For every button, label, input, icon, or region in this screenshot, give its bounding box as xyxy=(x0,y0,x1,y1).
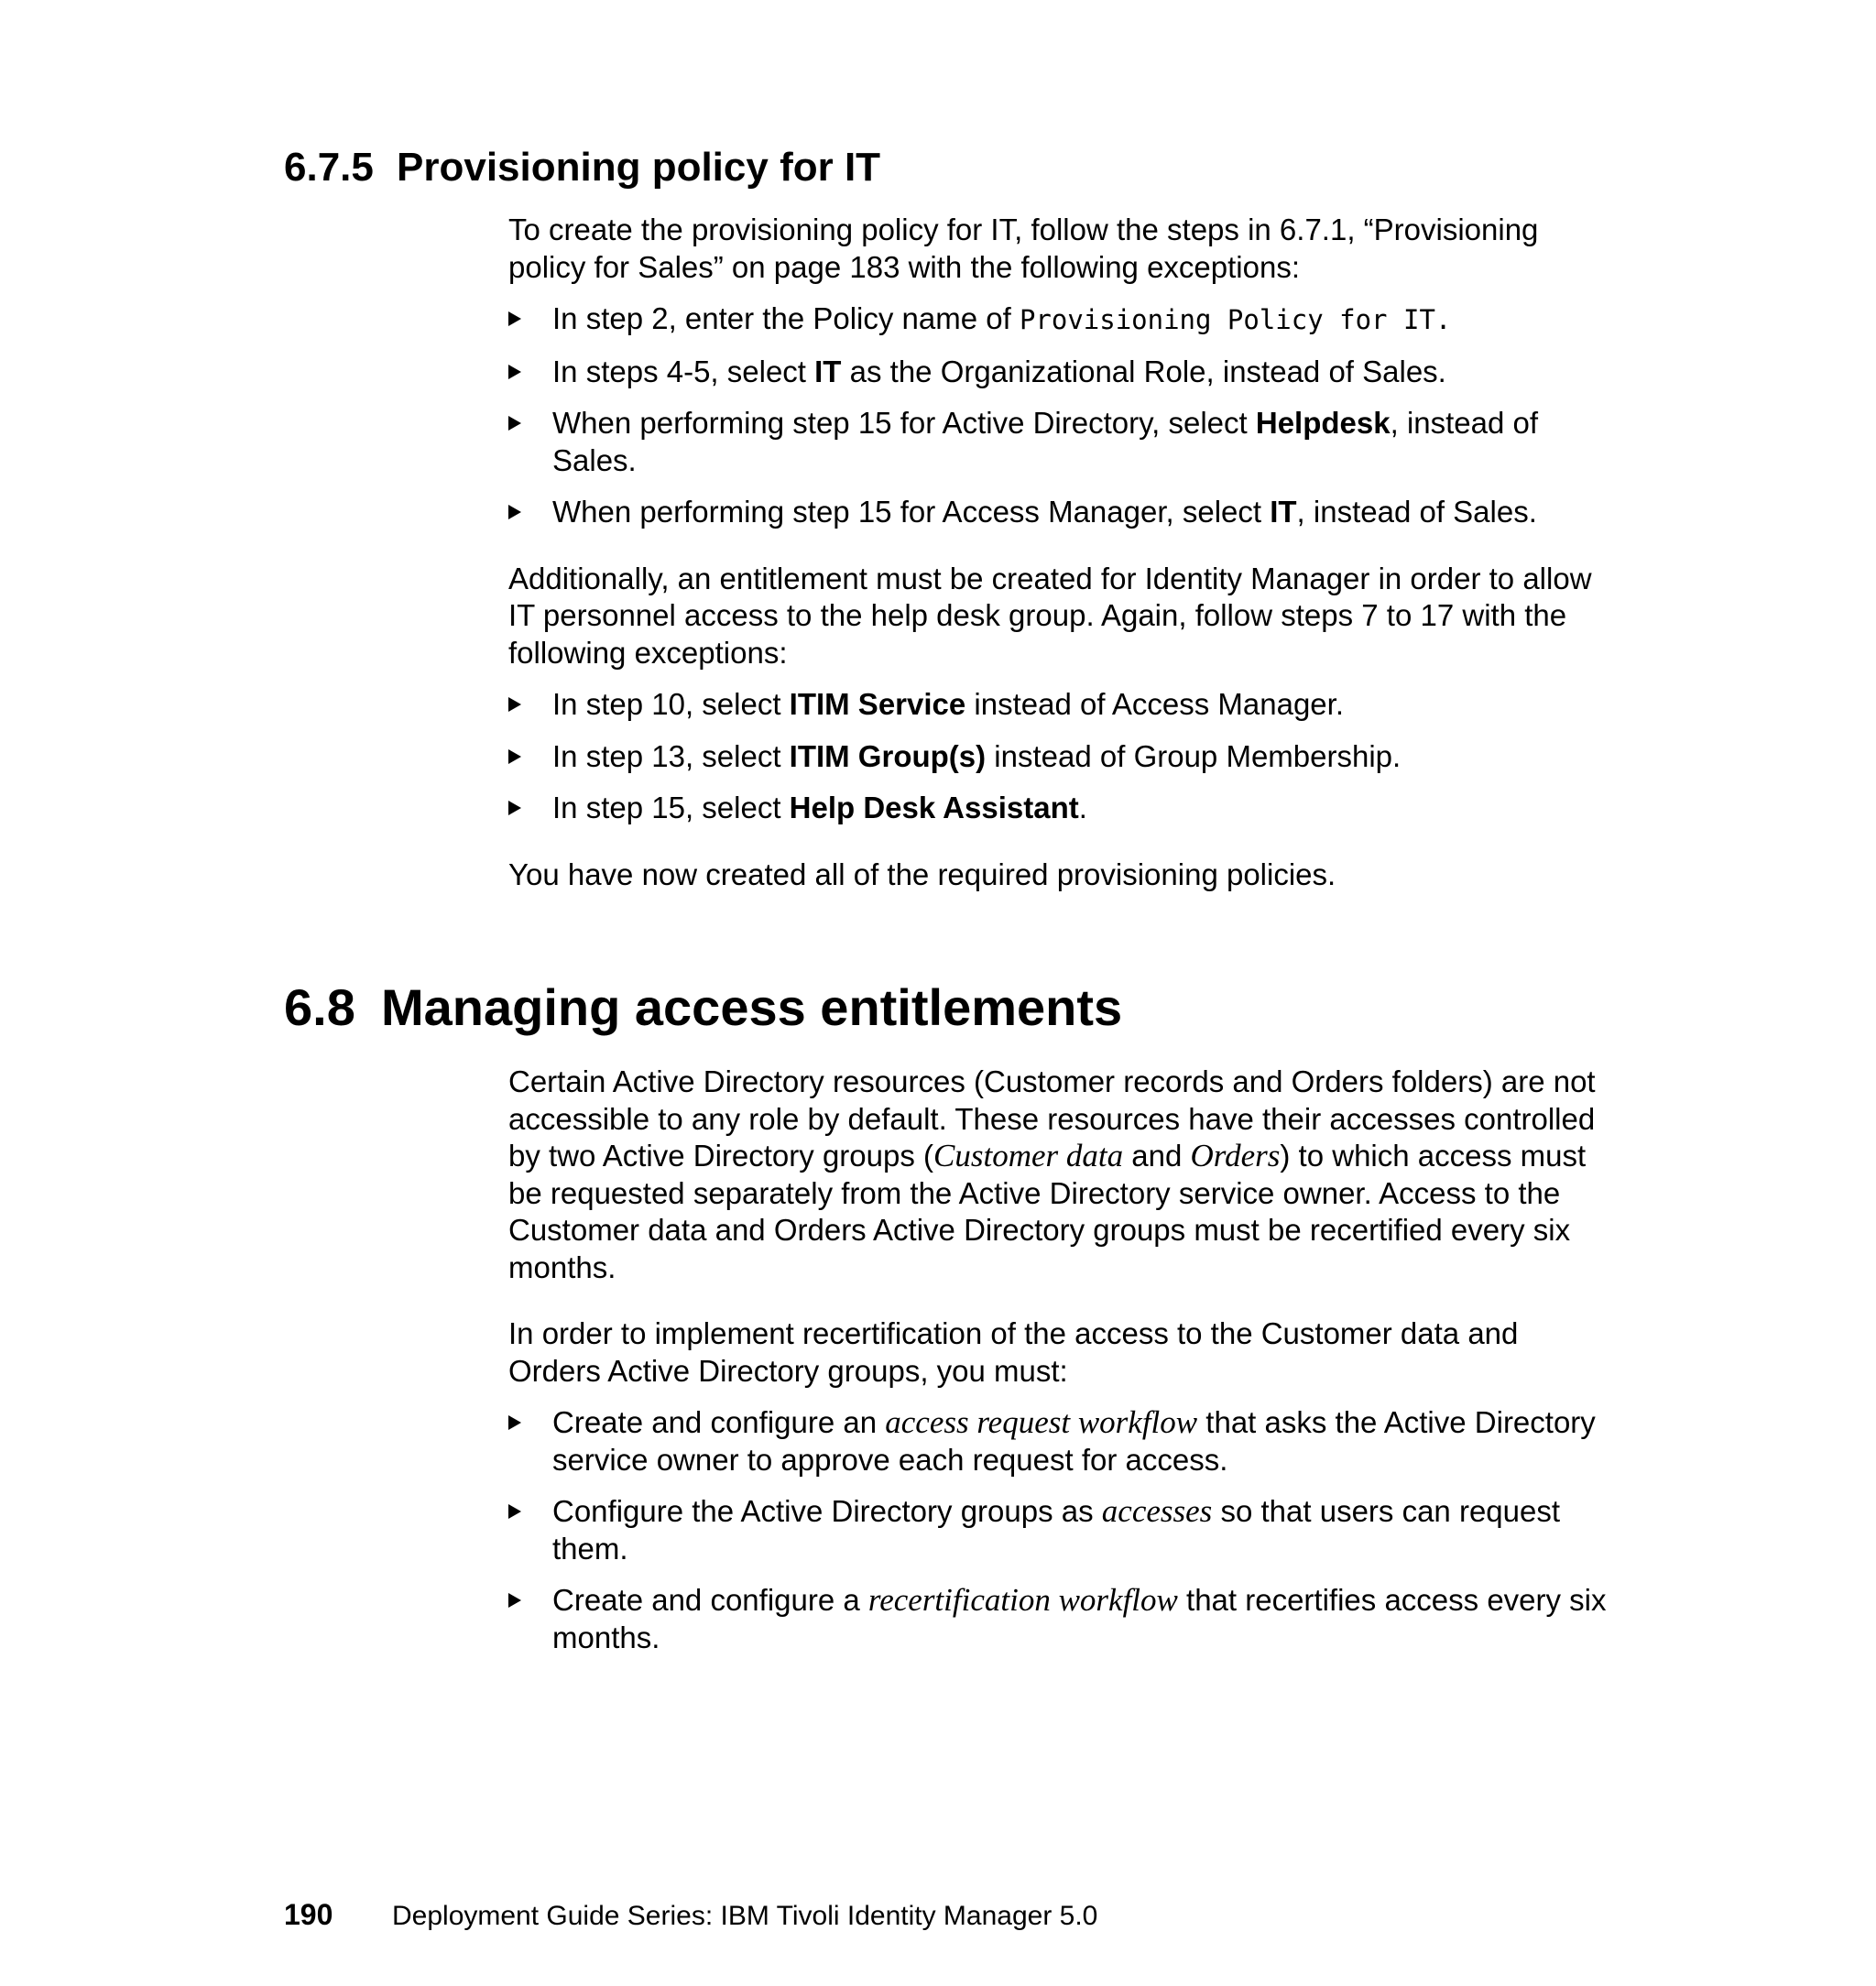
implementation-paragraph: In order to implement recertification of the access to the Customer data and Orders Active Directory groups, you must: xyxy=(508,1316,1519,1388)
section-heading-6-7-5 xyxy=(284,142,880,193)
list-item: Create and configure an access request workflow that asks the Active Directory service owner to approve each request for access. xyxy=(508,1404,1608,1479)
list-item: In step 2, enter the Policy name of Provisioning Policy for IT. xyxy=(508,300,1608,339)
bullet-triangle-icon xyxy=(508,1504,521,1519)
intro-paragraph: To create the provisioning policy for IT, follow the steps in 6.7.1, “Provisioning policy for Sales” on page 183 with the following exceptions: xyxy=(508,213,1539,284)
list-item: When performing step 15 for Access Manager, select IT, instead of Sales. xyxy=(508,494,1608,531)
list-item: Create and configure a recertification workflow that recertifies access every six months. xyxy=(508,1582,1608,1656)
list-item: Configure the Active Directory groups as accesses so that users can request them. xyxy=(508,1493,1608,1567)
bullet-triangle-icon xyxy=(508,416,521,431)
section-body-6-8 xyxy=(508,1064,1608,1656)
additional-paragraph: Additionally, an entitlement must be created for Identity Manager in order to allow IT personnel access to the help desk group. Again, follow steps 7 to 17 with the following exceptions: xyxy=(508,561,1592,670)
bullet-triangle-icon xyxy=(508,365,521,379)
list-item: In step 13, select ITIM Group(s) instead of Group Membership. xyxy=(508,738,1608,776)
section-heading-6-8 xyxy=(284,976,1122,1040)
section-number: 6.7.5 xyxy=(284,145,374,190)
exceptions-list-2 xyxy=(508,686,1608,827)
bullet-triangle-icon xyxy=(508,697,521,712)
section-number: 6.8 xyxy=(284,978,355,1036)
bullet-triangle-icon xyxy=(508,1593,521,1608)
page-number: 190 xyxy=(284,1898,333,1931)
list-item: In steps 4-5, select IT as the Organizational Role, instead of Sales. xyxy=(508,354,1608,391)
exceptions-list-1 xyxy=(508,300,1608,531)
bullet-triangle-icon xyxy=(508,749,521,764)
page-footer xyxy=(284,1896,1097,1935)
list-item: When performing step 15 for Active Directory, select Helpdesk, instead of Sales. xyxy=(508,405,1608,479)
section-title: Provisioning policy for IT xyxy=(397,145,881,190)
bullet-triangle-icon xyxy=(508,1415,521,1430)
bullet-triangle-icon xyxy=(508,311,521,326)
section-title: Managing access entitlements xyxy=(381,978,1123,1036)
policy-name-code: Provisioning Policy for IT. xyxy=(1019,304,1452,335)
closing-paragraph: You have now created all of the required provisioning policies. xyxy=(508,857,1336,891)
requirements-list xyxy=(508,1404,1608,1656)
list-item: In step 10, select ITIM Service instead of Access Manager. xyxy=(508,686,1608,724)
bullet-triangle-icon xyxy=(508,801,521,815)
bullet-triangle-icon xyxy=(508,505,521,519)
resources-paragraph: Certain Active Directory resources (Customer records and Orders folders) are not accessible to any role by default. These resources have their accesses controlled by two Active Directory groups (Customer data and Orders) to which access must be requested separately from the Active Directory service owner. Access to the Customer data and Orders Active Directory groups must be recertified every six months. xyxy=(508,1064,1596,1284)
section-body-6-7-5 xyxy=(508,212,1608,893)
book-title: Deployment Guide Series: IBM Tivoli Identity Manager 5.0 xyxy=(392,1901,1098,1931)
list-item: In step 15, select Help Desk Assistant. xyxy=(508,790,1608,827)
